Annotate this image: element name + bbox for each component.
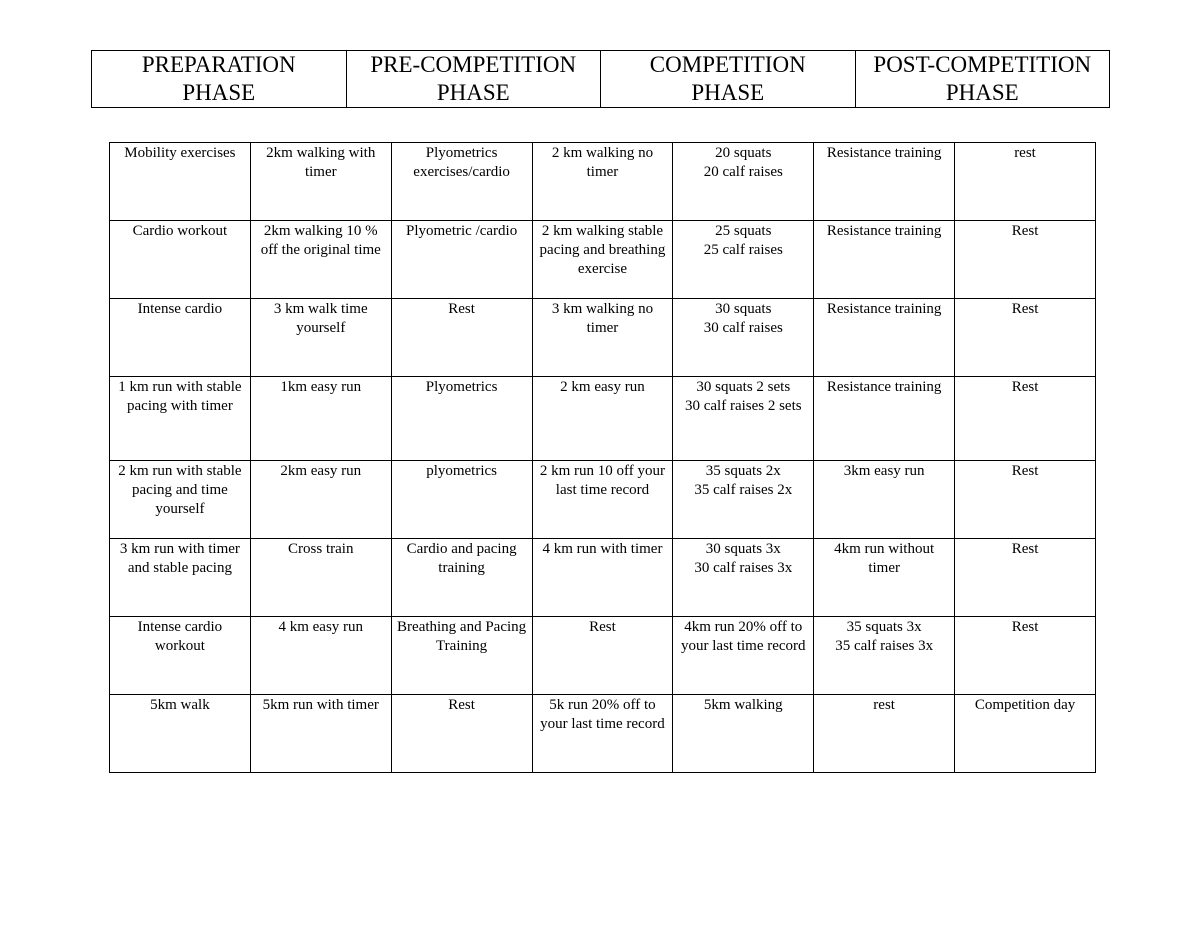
table-cell: 2 km run with stable pacing and time yourself [110,461,251,539]
table-cell: 30 squats 3x 30 calf raises 3x [673,539,814,617]
table-cell: Resistance training [814,221,955,299]
table-cell: Rest [955,377,1096,461]
table-cell: Rest [391,299,532,377]
table-cell: 5km walking [673,695,814,773]
table-cell: 4km run 20% off to your last time record [673,617,814,695]
table-cell: 20 squats 20 calf raises [673,143,814,221]
table-row [110,695,1096,773]
table-cell: Competition day [955,695,1096,773]
table-cell: 5k run 20% off to your last time record [532,695,673,773]
table-cell: 4 km easy run [250,617,391,695]
phase-pre-competition: PRE-COMPETITION PHASE [346,51,601,108]
table-cell: plyometrics [391,461,532,539]
table-cell: 2 km walking stable pacing and breathing exercise [532,221,673,299]
table-cell: Rest [532,617,673,695]
table-cell: Intense cardio workout [110,617,251,695]
table-row [110,299,1096,377]
table-cell: Resistance training [814,377,955,461]
table-cell: 30 squats 2 sets 30 calf raises 2 sets [673,377,814,461]
phase-preparation: PREPARATION PHASE [92,51,347,108]
table-row [110,143,1096,221]
training-schedule-table [109,142,1096,773]
table-cell: rest [955,143,1096,221]
table-cell: 2km walking with timer [250,143,391,221]
table-cell: 30 squats 30 calf raises [673,299,814,377]
table-cell: Plyometric /cardio [391,221,532,299]
table-cell: Rest [955,617,1096,695]
table-cell: 35 squats 2x 35 calf raises 2x [673,461,814,539]
table-cell: 2km easy run [250,461,391,539]
phase-header-table [91,50,1110,108]
table-cell: Intense cardio [110,299,251,377]
phase-header-row [92,51,1110,108]
table-cell: Plyometrics [391,377,532,461]
table-cell: Rest [955,221,1096,299]
table-cell: Cardio and pacing training [391,539,532,617]
table-cell: Resistance training [814,299,955,377]
table-cell: 3km easy run [814,461,955,539]
table-cell: 4 km run with timer [532,539,673,617]
table-cell: Breathing and Pacing Training [391,617,532,695]
table-cell: 3 km walk time yourself [250,299,391,377]
table-cell: Mobility exercises [110,143,251,221]
table-cell: 2 km easy run [532,377,673,461]
table-cell: Resistance training [814,143,955,221]
table-cell: Plyometrics exercises/cardio [391,143,532,221]
table-cell: 1 km run with stable pacing with timer [110,377,251,461]
table-cell: 1km easy run [250,377,391,461]
table-cell: Cross train [250,539,391,617]
table-cell: Rest [391,695,532,773]
table-cell: Rest [955,461,1096,539]
table-cell: 2 km walking no timer [532,143,673,221]
table-cell: 2km walking 10 % off the original time [250,221,391,299]
table-cell: 4km run without timer [814,539,955,617]
phase-post-competition: POST-COMPETITION PHASE [855,51,1110,108]
table-cell: 2 km run 10 off your last time record [532,461,673,539]
table-cell: 5km run with timer [250,695,391,773]
table-cell: Cardio workout [110,221,251,299]
table-cell: 35 squats 3x 35 calf raises 3x [814,617,955,695]
table-cell: 25 squats 25 calf raises [673,221,814,299]
table-row [110,617,1096,695]
table-cell: 3 km run with timer and stable pacing [110,539,251,617]
table-cell: 5km walk [110,695,251,773]
table-cell: Rest [955,299,1096,377]
phase-competition: COMPETITION PHASE [601,51,856,108]
table-row [110,461,1096,539]
table-row [110,377,1096,461]
table-row [110,539,1096,617]
table-cell: rest [814,695,955,773]
table-cell: Rest [955,539,1096,617]
table-row [110,221,1096,299]
table-cell: 3 km walking no timer [532,299,673,377]
